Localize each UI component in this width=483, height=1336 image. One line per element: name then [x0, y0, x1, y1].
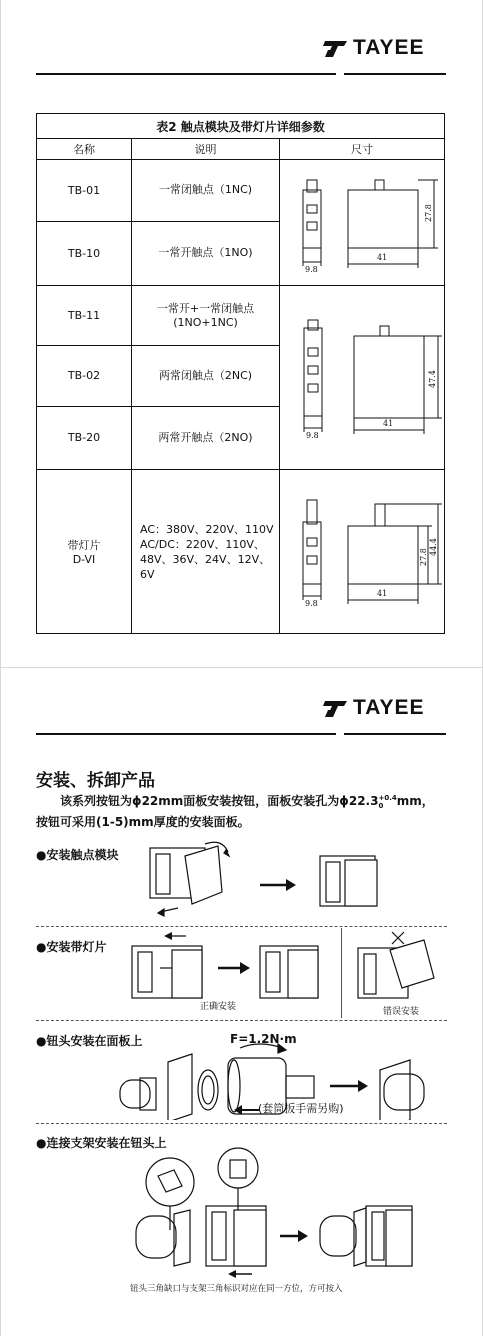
tolerance-lower: 0	[378, 801, 384, 810]
table-caption: 表2 触点模块及带灯片详细参数	[37, 114, 445, 139]
section-install-lamp: ●安装带灯片	[36, 940, 107, 954]
row-desc-line: AC/DC：220V、110V、	[140, 537, 265, 551]
brand-name: TAYEE	[353, 696, 425, 719]
brand-logo	[322, 36, 425, 60]
dim-height: 47.4	[428, 370, 437, 388]
header-name: 名称	[37, 139, 132, 160]
arrow-right-icon	[298, 1230, 308, 1242]
row-desc-line: (1NO+1NC)	[173, 315, 238, 329]
section-divider	[36, 1020, 447, 1021]
row-desc: 一常闭触点（1NC)	[132, 160, 280, 222]
attach-bracket-illustration	[130, 1140, 420, 1278]
row-name-line: 带灯片	[67, 539, 101, 552]
header-rule-left	[36, 73, 336, 75]
row-desc: 两常开触点（2NO)	[132, 406, 280, 469]
dim-length: 41	[377, 589, 388, 598]
label-wrong-install: 错误安装	[383, 1007, 420, 1017]
brand-name: TAYEE	[353, 36, 425, 59]
row-desc: 两常闭触点（2NC)	[132, 346, 280, 406]
dim-height-1: 27.8	[419, 548, 428, 566]
wrench-note: (套筒扳手需另购)	[258, 1102, 344, 1115]
phi-symbol: ϕ	[132, 794, 142, 808]
row-desc: 一常开触点（1NO)	[132, 221, 280, 285]
dim-width: 9.8	[305, 599, 318, 608]
arrow-right-icon	[286, 879, 296, 891]
para-text: 22.3	[348, 794, 379, 808]
tolerance	[378, 794, 396, 810]
divider-vertical	[341, 928, 342, 1018]
install-contact-illustration	[130, 838, 390, 922]
para-text: 该系列按钮为	[60, 794, 133, 808]
wrong-install-illustration	[350, 928, 446, 1004]
install-title: 安装、拆卸产品	[36, 771, 155, 791]
arrow-left-icon	[164, 932, 172, 940]
dim-width: 9.8	[306, 431, 319, 440]
row-desc	[132, 470, 280, 634]
section-install-contact: ●安装触点模块	[36, 848, 119, 862]
header-rule-left	[36, 733, 336, 735]
row-desc-line: 6V	[140, 567, 155, 581]
arrow-right-icon	[358, 1080, 368, 1092]
label-correct-install: 正确安装	[200, 1002, 237, 1012]
arrow-left-icon	[228, 1270, 236, 1278]
row-desc-line: 一常开+一常闭触点	[156, 301, 255, 315]
dimension-drawing-2	[280, 286, 445, 470]
header-desc: 说明	[132, 139, 280, 160]
dimension-drawing-1	[280, 160, 445, 286]
header-size: 尺寸	[280, 139, 445, 160]
tolerance-upper: +0.4	[378, 793, 397, 802]
row-name-line: D-VI	[72, 553, 96, 566]
tayee-mark-icon	[322, 37, 348, 59]
arrow-right-icon	[240, 962, 250, 974]
dim-length: 41	[383, 419, 394, 428]
row-desc	[132, 286, 280, 346]
bracket-note: 钮头三角缺口与支架三角标识对应在同一方位，方可按入	[130, 1284, 343, 1294]
torque-label: F=1.2N·m	[230, 1032, 297, 1046]
row-name: TB-20	[37, 406, 132, 469]
brand-logo	[322, 696, 425, 720]
dim-height-2: 44.4	[429, 538, 438, 556]
section-mount-head: ●钮头安装在面板上	[36, 1034, 143, 1048]
row-desc-line: 48V、36V、24V、12V、	[140, 552, 271, 566]
phi-symbol: ϕ	[339, 794, 349, 808]
dimension-drawing-3	[280, 470, 445, 634]
para-text: 22mm面板安装按钮，面板安装孔为	[141, 794, 340, 808]
para-text: mm，	[396, 794, 434, 808]
header-rule-right	[344, 733, 446, 735]
dim-height: 27.8	[424, 204, 433, 222]
tayee-mark-icon	[322, 697, 348, 719]
dim-width: 9.8	[305, 265, 318, 274]
row-name	[37, 470, 132, 634]
section-divider	[36, 1123, 447, 1124]
install-paragraph-line2: 按钮可采用(1-5)mm厚度的安装面板。	[36, 815, 250, 829]
row-desc-line: AC：380V、220V、110V	[140, 522, 274, 536]
header-rule-right	[344, 73, 446, 75]
row-name: TB-01	[37, 160, 132, 222]
row-name: TB-02	[37, 346, 132, 406]
spec-table	[36, 113, 445, 634]
install-paragraph	[60, 791, 434, 811]
section-attach-bracket: ●连接支架安装在钮头上	[36, 1136, 167, 1150]
row-name: TB-10	[37, 221, 132, 285]
row-name: TB-11	[37, 286, 132, 346]
section-divider	[36, 926, 447, 927]
dim-length: 41	[377, 253, 388, 262]
